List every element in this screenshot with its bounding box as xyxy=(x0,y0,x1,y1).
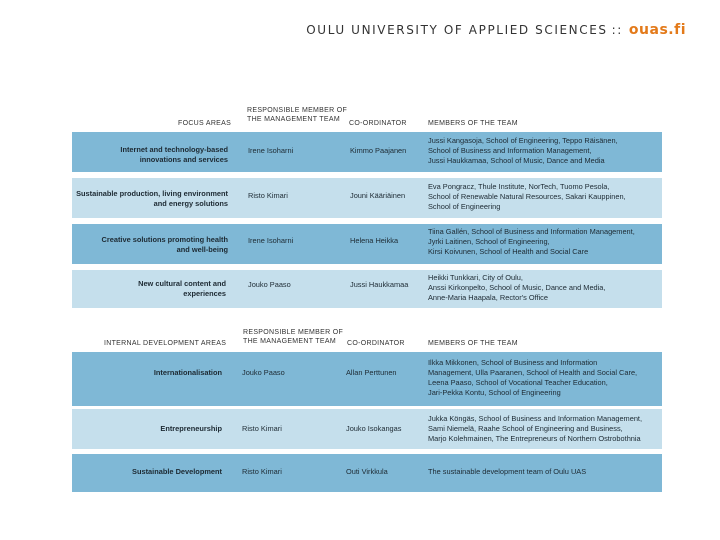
members-header: MEMBERS OF THE TEAM xyxy=(428,340,518,347)
responsible-name: Jouko Paaso xyxy=(248,280,291,289)
focus-row xyxy=(72,270,662,308)
responsible-header: RESPONSIBLE MEMBER OF THE MANAGEMENT TEAM xyxy=(243,329,344,345)
team-members: Jussi Kangasoja, School of Engineering, Teppo Räisänen, School of Business and Information Management, Jussi Haukkamaa, School of Music, Dance and Media xyxy=(428,136,618,165)
internal-area-name: Internationalisation xyxy=(153,368,222,377)
coordinator-name: Kimmo Paajanen xyxy=(350,146,407,155)
responsible-header: RESPONSIBLE MEMBER OF THE MANAGEMENT TEAM xyxy=(247,107,348,123)
internal-area-name: Sustainable Development xyxy=(132,467,222,476)
coordinator-header: CO-ORDINATOR xyxy=(347,340,405,347)
responsible-name: Risto Kimari xyxy=(242,424,282,433)
focus-area-name: New cultural content and experiences xyxy=(138,279,226,298)
internal-area-name: Entrepreneurship xyxy=(160,424,222,433)
coordinator-name: Jouko Isokangas xyxy=(346,424,402,433)
coordinator-name: Allan Perttunen xyxy=(346,368,397,377)
row-divider xyxy=(72,175,662,176)
responsible-name: Irene Isoharni xyxy=(248,236,294,245)
coordinator-name: Jouni Kääriäinen xyxy=(350,191,406,200)
focus-row xyxy=(72,178,662,218)
ouas-logo[interactable]: ouas.fi xyxy=(628,22,686,38)
focus-area-name: Internet and technology-based innovations and services xyxy=(120,145,228,164)
internal-row xyxy=(72,409,662,449)
team-members: Ilkka Mikkonen, School of Business and Information Management, Ulla Paaranen, School of Health and Social Care, Leena Paaso, School of Vocational Teacher Education, Jari-Pekka Kontu, School of Engineering xyxy=(428,358,638,397)
focus-areas-header: FOCUS AREAS xyxy=(178,120,232,127)
university-name: OULU UNIVERSITY OF APPLIED SCIENCES xyxy=(306,23,608,37)
members-header: MEMBERS OF THE TEAM xyxy=(428,120,518,127)
team-members: Jukka Köngäs, School of Business and Information Management, Sami Niemelä, Raahe School of Engineering and Business, Marjo Kolehmainen, The Entrepreneurs of Northern Ostrobothnia xyxy=(428,414,643,443)
responsible-name: Risto Kimari xyxy=(248,191,288,200)
team-members: The sustainable development team of Oulu UAS xyxy=(428,467,587,476)
brand-separator: :: xyxy=(611,23,623,37)
team-members: Heikki Tunkkari, City of Oulu, Anssi Kirkonpelto, School of Music, Dance and Media, Anne-Maria Haapala, Rector's Office xyxy=(428,273,606,302)
coordinator-name: Outi Virkkula xyxy=(346,467,388,476)
focus-row xyxy=(72,132,662,172)
focus-area-name: Sustainable production, living environment and energy solutions xyxy=(76,189,228,208)
responsible-name: Irene Isoharni xyxy=(248,146,294,155)
coordinator-name: Helena Heikka xyxy=(350,236,399,245)
focus-area-name: Creative solutions promoting health and well-being xyxy=(101,235,228,254)
team-members: Tiina Gallén, School of Business and Information Management, Jyrki Laitinen, School of Engineering, Kirsi Koivunen, School of Health and Social Care xyxy=(428,227,635,256)
internal-row xyxy=(72,352,662,406)
focus-row xyxy=(72,224,662,264)
coordinator-header: CO-ORDINATOR xyxy=(349,120,407,127)
internal-row xyxy=(72,454,662,492)
team-members: Eva Pongracz, Thule Institute, NorTech, Tuomo Pesola, School of Renewable Natural Resources, Sakari Kauppinen, School of Engineering xyxy=(428,182,626,211)
coordinator-name: Jussi Haukkamaa xyxy=(350,280,409,289)
responsible-name: Risto Kimari xyxy=(242,467,282,476)
responsible-name: Jouko Paaso xyxy=(242,368,285,377)
header-brand xyxy=(306,22,686,38)
internal-areas-header: INTERNAL DEVELOPMENT AREAS xyxy=(104,340,227,347)
